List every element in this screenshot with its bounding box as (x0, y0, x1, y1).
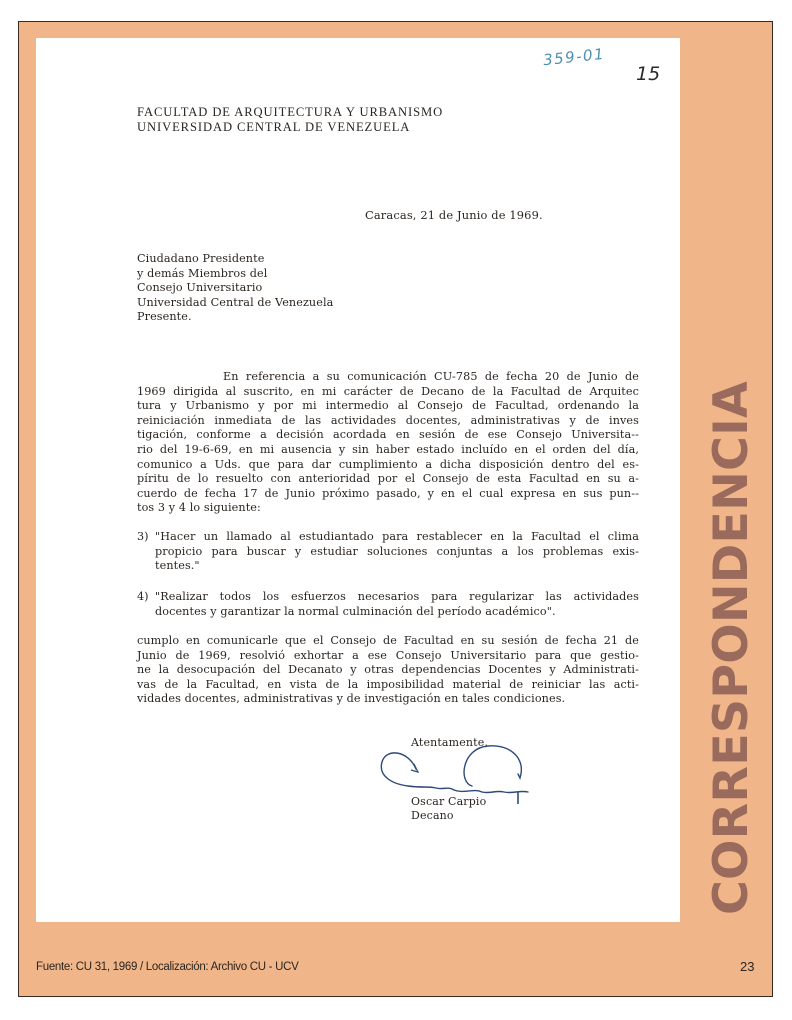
letterhead-line-1: FACULTAD DE ARQUITECTURA Y URBANISMO (137, 105, 444, 119)
signer-title: Decano (411, 809, 454, 822)
quoted-item-4 (137, 590, 639, 620)
item-line: tentes." (155, 559, 200, 573)
paragraph-line: vas de la Facultad, en vista de la imposibilidad material de reiniciar las acti- (137, 677, 639, 691)
item-number: 3) (137, 530, 149, 543)
handwritten-folio-number: 15 (636, 63, 661, 85)
item-line: "Hacer un llamado al estudiantado para restablecer en la Facultad el clima (155, 530, 639, 543)
addressee-line: Ciudadano Presidente (137, 252, 265, 265)
item-number: 4) (137, 590, 149, 603)
paragraph-line: comunico a Uds. que para dar cumplimiento a dicha disposición dentro del es- (137, 457, 639, 471)
paragraph-line: Junio de 1969, resolvió exhortar a ese Consejo Universitario para que gestio- (137, 648, 639, 662)
addressee-line: Consejo Universitario (137, 281, 263, 295)
closing-salutation: Atentamente, (411, 736, 488, 749)
signer-name: Oscar Carpio (411, 795, 487, 808)
paragraph-line: tura y Urbanismo y por mi intermedio al Consejo de Facultad, ordenando la (137, 399, 639, 413)
item-line: "Realizar todos los esfuerzos necesarios para regularizar las actividades (155, 590, 639, 603)
paragraph-line: tigación, conforme a decisión acordada en sesión de ese Consejo Universita-- (137, 428, 639, 442)
paragraph-line: tos 3 y 4 lo siguiente: (137, 501, 261, 515)
footer-source-citation: Fuente: CU 31, 1969 / Localización: Archivo CU - UCV (36, 961, 299, 973)
handwritten-archive-code: 359-01 (542, 44, 606, 70)
paragraph-line: ne la desocupación del Decanato y otras dependencias Docentes y Administrati- (137, 663, 639, 677)
paragraph-line: reiniciación inmediata de las actividades docentes, administrativas y de inves (137, 413, 639, 427)
letterhead-line-2: UNIVERSIDAD CENTRAL DE VENEZUELA (137, 120, 411, 134)
paragraph-line: cuerdo de fecha 17 de Junio próximo pasado, y en el cual expresa en sus pun-- (137, 486, 639, 500)
date-line: Caracas, 21 de Junio de 1969. (365, 208, 543, 222)
item-line: propicio para buscar y estudiar soluciones conjuntas a los problemas exis- (155, 544, 639, 558)
addressee-block (137, 252, 639, 325)
section-title-vertical: CORRESPONDENCIA (704, 381, 759, 915)
paragraph-line: vidades docentes, administrativas y de investigación en tales condiciones. (137, 692, 566, 706)
addressee-line: Universidad Central de Venezuela (137, 295, 334, 309)
paragraph-line: cumplo en comunicarle que el Consejo de Facultad en su sesión de fecha 21 de (137, 634, 639, 647)
paragraph-line: píritu de lo resuelto con anterioridad por el Consejo de esta Facultad en su a- (137, 472, 639, 486)
item-line: docentes y garantizar la normal culminación del período académico". (155, 604, 556, 618)
paragraph-line: 1969 dirigida al suscrito, en mi carácter de Decano de la Facultad de Arquitec (137, 384, 639, 398)
body-paragraph-1 (137, 370, 639, 516)
body-paragraph-2 (137, 634, 639, 707)
quoted-item-3 (137, 530, 639, 576)
addressee-line: y demás Miembros del (137, 266, 268, 280)
addressee-line: Presente. (137, 310, 192, 324)
page-number: 23 (740, 959, 755, 974)
paragraph-line: rio del 19-6-69, en mi ausencia y sin haber estado incluído en el orden del día, (137, 442, 639, 456)
paragraph-line: En referencia a su comunicación CU-785 de fecha 20 de Junio de (223, 370, 639, 383)
